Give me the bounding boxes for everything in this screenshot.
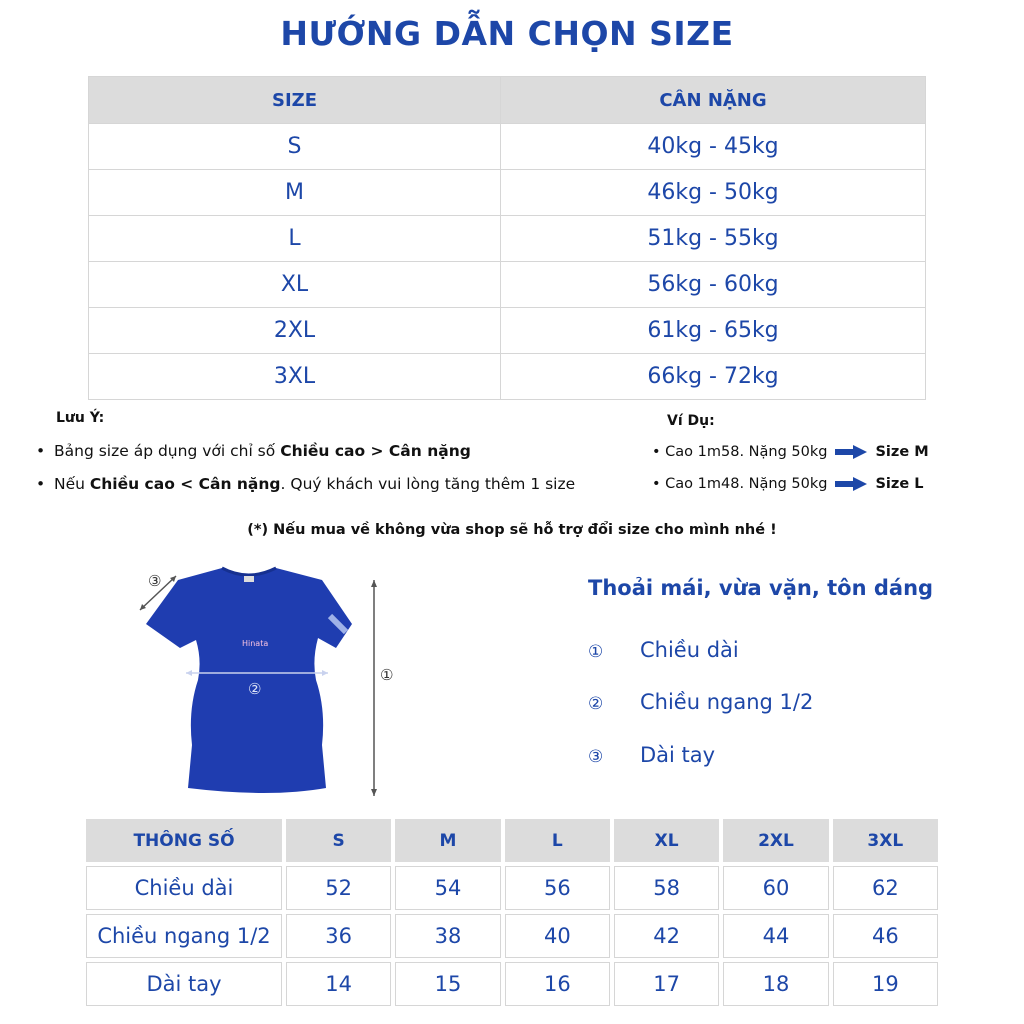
- spec-label: Chiều dài: [86, 866, 282, 910]
- size-cell: 3XL: [89, 354, 501, 400]
- weight-cell: 51kg - 55kg: [501, 216, 926, 262]
- table-row: [89, 308, 926, 354]
- size-cell: XL: [89, 262, 501, 308]
- spec-label: Chiều ngang 1/2: [86, 914, 282, 958]
- width-marker: ②: [248, 680, 262, 698]
- spec-value: 16: [505, 962, 610, 1006]
- table-row: [86, 914, 938, 958]
- label-tag: [244, 576, 254, 582]
- spec-value: 36: [286, 914, 391, 958]
- spec-value: 14: [286, 962, 391, 1006]
- spec-value: 38: [395, 914, 500, 958]
- table-row: [86, 962, 938, 1006]
- table-row: [89, 124, 926, 170]
- table-row: [89, 354, 926, 400]
- examples-title: Ví Dụ:: [667, 413, 715, 429]
- example-line-1: • Cao 1m58. Nặng 50kg Size M: [652, 444, 929, 460]
- tshirt-diagram: [130, 560, 410, 805]
- legend-item-length: ① Chiều dài: [588, 638, 739, 662]
- spec-value: 58: [614, 866, 719, 910]
- bullet-icon: •: [652, 444, 666, 460]
- spec-value: 44: [723, 914, 828, 958]
- page-title: HƯỚNG DẪN CHỌN SIZE: [280, 14, 734, 53]
- bullet-icon: •: [36, 475, 46, 493]
- table-header-row: [89, 77, 926, 124]
- weight-size-table: [88, 76, 926, 400]
- table-row: [89, 170, 926, 216]
- bullet-icon: •: [652, 476, 666, 492]
- size-cell: L: [89, 216, 501, 262]
- spec-value: 56: [505, 866, 610, 910]
- bullet-icon: •: [36, 442, 46, 460]
- fit-description: Thoải mái, vừa vặn, tôn dáng: [588, 576, 934, 600]
- spec-value: 18: [723, 962, 828, 1006]
- size-cell: M: [89, 170, 501, 216]
- spec-value: 46: [833, 914, 938, 958]
- size-cell: S: [89, 124, 501, 170]
- sleeve-marker: ③: [148, 572, 162, 590]
- arrow-right-icon: [835, 477, 867, 491]
- table-row: [86, 866, 938, 910]
- spec-label: Dài tay: [86, 962, 282, 1006]
- note-line-1: • Bảng size áp dụng với chỉ số Chiều cao > Cân nặng: [36, 442, 471, 460]
- header-spec: THÔNG SỐ: [86, 819, 282, 862]
- header-weight: CÂN NẶNG: [501, 77, 926, 124]
- table-row: [89, 216, 926, 262]
- measurement-spec-table: [82, 815, 942, 1010]
- spec-value: 52: [286, 866, 391, 910]
- spec-value: 19: [833, 962, 938, 1006]
- note-line-2: • Nếu Chiều cao < Cân nặng. Quý khách vui lòng tăng thêm 1 size: [36, 475, 576, 493]
- table-row: [89, 262, 926, 308]
- size-cell: 2XL: [89, 308, 501, 354]
- spec-value: 42: [614, 914, 719, 958]
- spec-value: 40: [505, 914, 610, 958]
- table-header-row: [86, 819, 938, 862]
- legend-item-width: ② Chiều ngang 1/2: [588, 690, 814, 714]
- spec-value: 62: [833, 866, 938, 910]
- example-line-2: • Cao 1m48. Nặng 50kg Size L: [652, 476, 924, 492]
- brand-logo: Hinata: [242, 639, 269, 648]
- weight-cell: 40kg - 45kg: [501, 124, 926, 170]
- header-size-2xl: 2XL: [723, 819, 828, 862]
- weight-cell: 61kg - 65kg: [501, 308, 926, 354]
- header-size-xl: XL: [614, 819, 719, 862]
- weight-cell: 46kg - 50kg: [501, 170, 926, 216]
- spec-value: 17: [614, 962, 719, 1006]
- notes-title: Lưu Ý:: [56, 410, 105, 426]
- spec-value: 54: [395, 866, 500, 910]
- arrow-right-icon: [835, 445, 867, 459]
- header-size-s: S: [286, 819, 391, 862]
- weight-cell: 66kg - 72kg: [501, 354, 926, 400]
- spec-value: 60: [723, 866, 828, 910]
- header-size-m: M: [395, 819, 500, 862]
- legend-item-sleeve: ③ Dài tay: [588, 743, 716, 767]
- header-size-3xl: 3XL: [833, 819, 938, 862]
- header-size-l: L: [505, 819, 610, 862]
- header-size: SIZE: [89, 77, 501, 124]
- spec-value: 15: [395, 962, 500, 1006]
- exchange-footnote: (*) Nếu mua về không vừa shop sẽ hỗ trợ đổi size cho mình nhé !: [247, 522, 777, 538]
- length-marker: ①: [380, 666, 394, 684]
- weight-cell: 56kg - 60kg: [501, 262, 926, 308]
